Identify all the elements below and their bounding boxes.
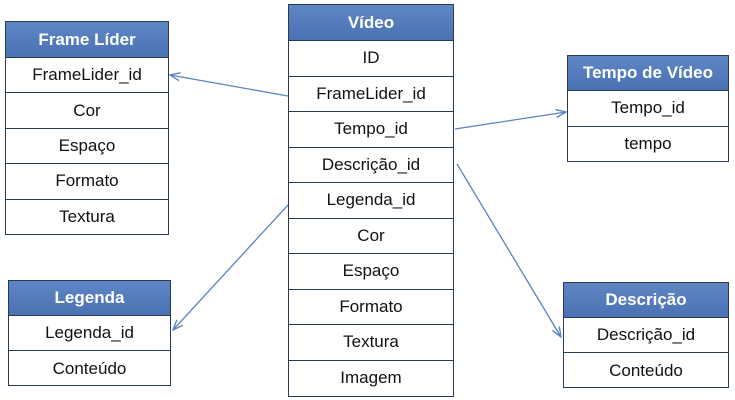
- field-frame-lider-cor: Cor: [6, 93, 168, 128]
- table-title-descricao: Descrição: [564, 283, 728, 318]
- field-video-espaco: Espaço: [289, 254, 453, 290]
- field-video-tempo-id: Tempo_id: [289, 112, 453, 148]
- field-frame-lider-textura: Textura: [59, 207, 115, 227]
- field-tempo-de-video-tempo: tempo: [624, 134, 672, 154]
- table-title-video: Vídeo: [289, 5, 453, 41]
- field-legenda-conteudo: Conteúdo: [52, 358, 127, 378]
- field-video-textura: Textura: [289, 325, 453, 361]
- table-title-legenda: Legenda: [9, 281, 170, 316]
- arrow-video-to-tempo-de-video: [455, 112, 566, 129]
- field-video-imagem: Imagem: [340, 368, 402, 388]
- field-descricao-conteudo: Conteúdo: [609, 360, 683, 380]
- field-frame-lider-framelider-id: FrameLider_id: [6, 58, 168, 93]
- field-video-id: ID: [289, 41, 453, 77]
- arrow-video-to-legenda: [173, 205, 288, 330]
- arrow-video-to-descricao: [457, 164, 561, 337]
- field-video-legenda-id: Legenda_id: [289, 183, 453, 219]
- table-title-tempo-de-video: Tempo de Vídeo: [568, 56, 728, 91]
- field-video-cor: Cor: [289, 219, 453, 255]
- field-descricao-descricao-id: Descrição_id: [564, 318, 728, 353]
- field-tempo-de-video-tempo-id: Tempo_id: [568, 91, 728, 127]
- field-video-descricao-id: Descrição_id: [289, 148, 453, 184]
- field-video-framelider-id: FrameLider_id: [289, 77, 453, 113]
- field-frame-lider-formato: Formato: [6, 164, 168, 199]
- table-title-frame-lider: Frame Líder: [6, 22, 168, 58]
- arrow-video-to-frame-lider: [170, 75, 288, 96]
- field-frame-lider-espaco: Espaço: [6, 129, 168, 164]
- field-legenda-legenda-id: Legenda_id: [9, 316, 170, 351]
- field-video-formato: Formato: [289, 290, 453, 326]
